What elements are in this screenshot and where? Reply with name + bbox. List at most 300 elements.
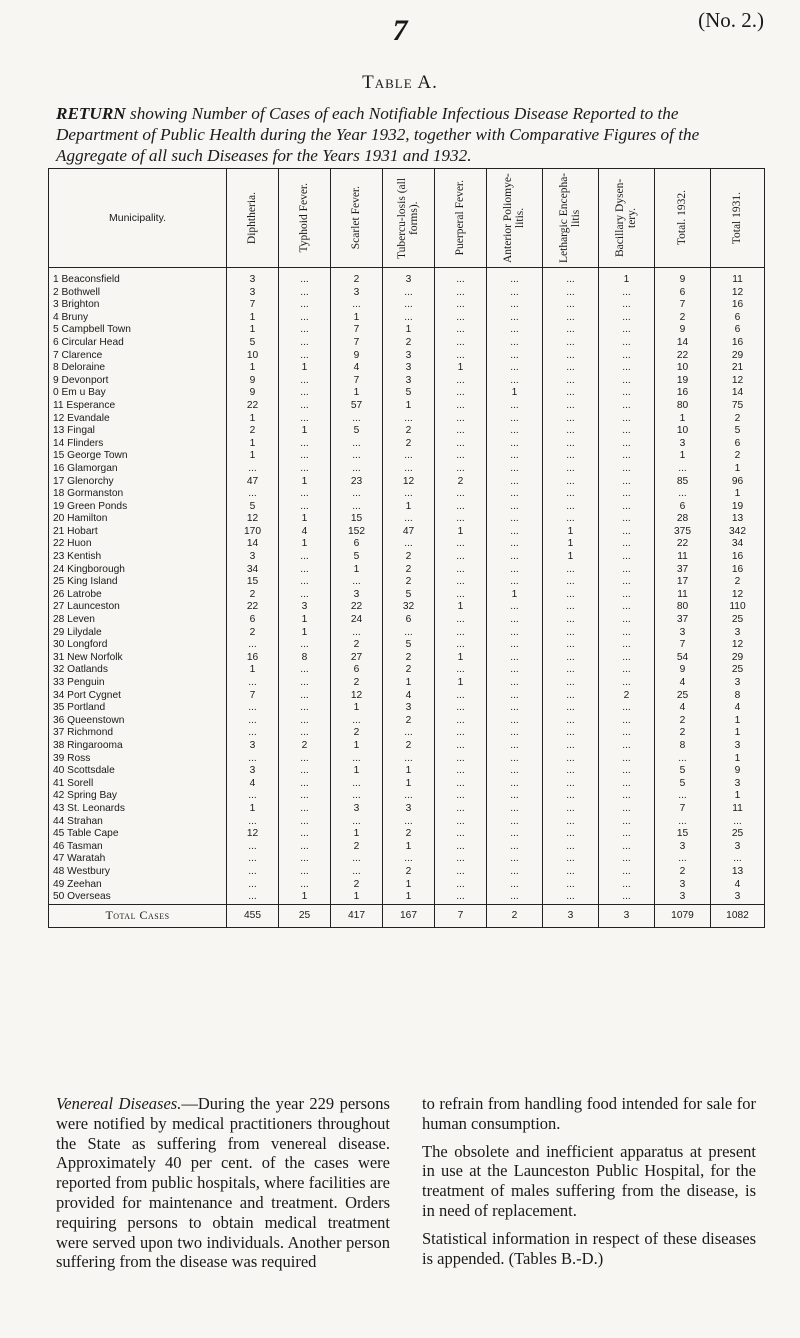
table-cell: 47: [227, 476, 279, 489]
table-cell: ...: [599, 715, 655, 728]
table-cell: ...: [487, 715, 543, 728]
table-cell: ...: [599, 652, 655, 665]
paragraph: Statistical information in respect of these diseases is appended. (Tables B.-D.): [422, 1228, 756, 1268]
table-row: [49, 853, 765, 866]
table-cell: ...: [435, 400, 487, 413]
table-cell: ...: [279, 727, 331, 740]
table-cell: ...: [543, 589, 599, 602]
table-cell: ...: [655, 753, 711, 766]
table-row: [49, 425, 765, 438]
table-cell: 22: [331, 601, 383, 614]
table-cell: 13: [711, 866, 765, 879]
table-cell: ...: [487, 488, 543, 501]
table-cell: ...: [543, 879, 599, 892]
table-cell: ...: [279, 312, 331, 325]
table-cell: ...: [487, 765, 543, 778]
table-row: [49, 564, 765, 577]
table-cell: ...: [487, 551, 543, 564]
table-cell: ...: [487, 501, 543, 514]
table-cell: ...: [331, 790, 383, 803]
table-cell: ...: [383, 627, 435, 640]
municipality-name: 2 Bothwell: [49, 287, 227, 300]
table-cell: ...: [599, 664, 655, 677]
table-cell: ...: [543, 601, 599, 614]
table-row: [49, 400, 765, 413]
table-cell: ...: [487, 375, 543, 388]
table-cell: 9: [227, 375, 279, 388]
table-cell: ...: [543, 337, 599, 350]
municipality-name: 14 Flinders: [49, 438, 227, 451]
paragraph: to refrain from handling food intended for sale for human consumption.: [422, 1094, 756, 1133]
table-cell: ...: [543, 664, 599, 677]
table-cell: 10: [227, 350, 279, 363]
table-cell: ...: [655, 853, 711, 866]
table-cell: ...: [599, 299, 655, 312]
table-cell: 2: [383, 715, 435, 728]
table-cell: 1: [227, 450, 279, 463]
table-cell: ...: [543, 287, 599, 300]
municipality-name: 1 Beaconsfield: [49, 268, 227, 287]
table-cell: 2: [331, 841, 383, 854]
table-cell: ...: [543, 690, 599, 703]
table-cell: ...: [543, 614, 599, 627]
table-cell: ...: [543, 438, 599, 451]
table-row: [49, 268, 765, 287]
table-cell: ...: [487, 740, 543, 753]
header-encephalitis: Lethargic Encepha-litis: [543, 169, 599, 268]
table-cell: ...: [435, 576, 487, 589]
municipality-name: 20 Hamilton: [49, 513, 227, 526]
caption-lead: RETURN: [56, 104, 126, 123]
table-cell: ...: [543, 778, 599, 791]
table-cell: ...: [435, 488, 487, 501]
table-cell: ...: [599, 350, 655, 363]
table-cell: ...: [487, 476, 543, 489]
table-cell: 7: [655, 803, 711, 816]
municipality-name: 18 Gormanston: [49, 488, 227, 501]
table-cell: 1: [331, 312, 383, 325]
total-cell: 2: [487, 904, 543, 927]
table-cell: 3: [383, 268, 435, 287]
table-cell: 7: [331, 337, 383, 350]
table-cell: ...: [599, 765, 655, 778]
table-cell: ...: [543, 400, 599, 413]
table-cell: 3: [227, 765, 279, 778]
table-row: [49, 287, 765, 300]
table-cell: ...: [599, 601, 655, 614]
table-cell: 16: [711, 551, 765, 564]
table-cell: 29: [711, 350, 765, 363]
table-cell: ...: [435, 299, 487, 312]
table-cell: ...: [487, 438, 543, 451]
table-cell: 2: [383, 740, 435, 753]
table-cell: 12: [227, 828, 279, 841]
table-cell: ...: [227, 463, 279, 476]
table-cell: ...: [599, 488, 655, 501]
municipality-name: 25 King Island: [49, 576, 227, 589]
table-cell: 1: [487, 387, 543, 400]
table-cell: ...: [599, 853, 655, 866]
table-cell: ...: [435, 803, 487, 816]
table-row: [49, 450, 765, 463]
table-cell: ...: [599, 362, 655, 375]
municipality-name: 31 New Norfolk: [49, 652, 227, 665]
municipality-name: 50 Overseas: [49, 891, 227, 904]
table-cell: 21: [711, 362, 765, 375]
table-row: [49, 476, 765, 489]
table-cell: ...: [487, 664, 543, 677]
header-puerperal: Puerperal Fever.: [435, 169, 487, 268]
table-cell: 7: [655, 639, 711, 652]
document-number: (No. 2.): [698, 8, 764, 32]
table-cell: ...: [599, 551, 655, 564]
table-cell: 1: [383, 841, 435, 854]
table-cell: ...: [599, 387, 655, 400]
table-cell: ...: [227, 790, 279, 803]
table-cell: ...: [331, 715, 383, 728]
table-cell: ...: [279, 765, 331, 778]
table-cell: ...: [279, 299, 331, 312]
table-cell: 47: [383, 526, 435, 539]
table-cell: ...: [599, 400, 655, 413]
total-row: [49, 904, 765, 927]
total-cell: 25: [279, 904, 331, 927]
table-cell: ...: [383, 299, 435, 312]
table-cell: ...: [487, 652, 543, 665]
table-cell: ...: [435, 268, 487, 287]
table-cell: ...: [331, 853, 383, 866]
table-cell: ...: [435, 589, 487, 602]
table-cell: ...: [543, 677, 599, 690]
table-cell: 3: [331, 589, 383, 602]
table-cell: 5: [331, 551, 383, 564]
table-cell: ...: [599, 450, 655, 463]
table-cell: ...: [227, 677, 279, 690]
table-cell: ...: [279, 778, 331, 791]
table-cell: 2: [383, 551, 435, 564]
table-cell: 3: [711, 677, 765, 690]
table-cell: ...: [543, 350, 599, 363]
table-cell: ...: [435, 538, 487, 551]
table-cell: 3: [227, 287, 279, 300]
table-cell: 1: [435, 362, 487, 375]
table-row: [49, 740, 765, 753]
table-row: [49, 765, 765, 778]
table-cell: 110: [711, 601, 765, 614]
table-cell: 13: [711, 513, 765, 526]
table-cell: ...: [435, 375, 487, 388]
table-cell: 24: [331, 614, 383, 627]
table-cell: ...: [279, 413, 331, 426]
table-cell: 2: [227, 425, 279, 438]
table-cell: 12: [331, 690, 383, 703]
table-cell: ...: [331, 413, 383, 426]
table-cell: 2: [383, 438, 435, 451]
table-cell: 1: [331, 828, 383, 841]
table-cell: 5: [383, 387, 435, 400]
table-cell: 22: [227, 601, 279, 614]
table-cell: ...: [487, 639, 543, 652]
table-cell: ...: [599, 312, 655, 325]
table-cell: 15: [227, 576, 279, 589]
table-cell: ...: [383, 753, 435, 766]
table-cell: ...: [487, 425, 543, 438]
table-cell: 1: [711, 715, 765, 728]
table-cell: ...: [487, 816, 543, 829]
table-cell: 1: [711, 463, 765, 476]
table-cell: ...: [279, 690, 331, 703]
table-cell: 10: [655, 425, 711, 438]
table-cell: ...: [487, 324, 543, 337]
table-cell: ...: [227, 488, 279, 501]
table-cell: ...: [543, 639, 599, 652]
table-cell: 4: [383, 690, 435, 703]
table-cell: ...: [599, 866, 655, 879]
table-row: [49, 337, 765, 350]
municipality-name: 27 Launceston: [49, 601, 227, 614]
table-cell: ...: [543, 816, 599, 829]
table-cell: ...: [331, 450, 383, 463]
table-cell: ...: [599, 702, 655, 715]
table-cell: 2: [711, 413, 765, 426]
table-cell: ...: [599, 337, 655, 350]
table-cell: ...: [227, 753, 279, 766]
table-cell: 5: [711, 425, 765, 438]
table-cell: ...: [279, 400, 331, 413]
table-row: [49, 324, 765, 337]
table-cell: 37: [655, 564, 711, 577]
table-cell: ...: [331, 488, 383, 501]
table-cell: 1: [543, 538, 599, 551]
municipality-name: 29 Lilydale: [49, 627, 227, 640]
table-cell: ...: [331, 866, 383, 879]
table-cell: 75: [711, 400, 765, 413]
table-cell: ...: [599, 287, 655, 300]
table-cell: ...: [599, 677, 655, 690]
table-cell: ...: [383, 450, 435, 463]
table-cell: ...: [487, 538, 543, 551]
table-cell: ...: [487, 526, 543, 539]
municipality-name: 48 Westbury: [49, 866, 227, 879]
table-cell: ...: [383, 488, 435, 501]
table-cell: ...: [543, 387, 599, 400]
table-cell: 22: [655, 538, 711, 551]
table-cell: ...: [279, 790, 331, 803]
table-cell: 7: [655, 299, 711, 312]
table-cell: ...: [543, 753, 599, 766]
table-cell: 12: [711, 639, 765, 652]
municipality-name: 33 Penguin: [49, 677, 227, 690]
table-row: [49, 652, 765, 665]
table-cell: 34: [227, 564, 279, 577]
table-cell: ...: [279, 350, 331, 363]
table-cell: ...: [543, 790, 599, 803]
table-cell: 1: [279, 362, 331, 375]
table-cell: 2: [227, 589, 279, 602]
table-cell: 2: [279, 740, 331, 753]
municipality-name: 41 Sorell: [49, 778, 227, 791]
table-cell: 16: [711, 564, 765, 577]
table-cell: ...: [279, 488, 331, 501]
table-row: [49, 841, 765, 854]
table-cell: 37: [655, 614, 711, 627]
table-cell: 34: [711, 538, 765, 551]
table-row: [49, 727, 765, 740]
table-header-row: [49, 169, 765, 268]
table-cell: ...: [599, 589, 655, 602]
table-cell: ...: [279, 589, 331, 602]
table-cell: ...: [435, 551, 487, 564]
table-cell: ...: [599, 778, 655, 791]
table-cell: ...: [543, 413, 599, 426]
table-cell: 3: [331, 287, 383, 300]
municipality-name: 35 Portland: [49, 702, 227, 715]
table-row: [49, 614, 765, 627]
table-row: [49, 891, 765, 904]
table-cell: ...: [543, 299, 599, 312]
left-column: [56, 1094, 390, 1280]
table-cell: 2: [383, 866, 435, 879]
table-cell: 3: [711, 778, 765, 791]
table-cell: ...: [599, 627, 655, 640]
table-cell: 1: [227, 413, 279, 426]
table-row: [49, 664, 765, 677]
table-cell: 12: [227, 513, 279, 526]
page-number: 7: [392, 14, 408, 47]
municipality-name: 32 Oatlands: [49, 664, 227, 677]
table-cell: 80: [655, 400, 711, 413]
table-cell: 4: [711, 702, 765, 715]
total-cell: 1082: [711, 904, 765, 927]
table-cell: ...: [435, 740, 487, 753]
table-row: [49, 702, 765, 715]
table-cell: 1: [487, 589, 543, 602]
table-cell: ...: [711, 816, 765, 829]
table-cell: ...: [487, 614, 543, 627]
table-cell: ...: [279, 753, 331, 766]
municipality-name: 21 Hobart: [49, 526, 227, 539]
table-cell: 3: [383, 362, 435, 375]
table-cell: ...: [543, 476, 599, 489]
table-cell: ...: [435, 463, 487, 476]
table-cell: ...: [331, 816, 383, 829]
table-row: [49, 639, 765, 652]
municipality-name: 36 Queenstown: [49, 715, 227, 728]
table-cell: 3: [655, 627, 711, 640]
table-cell: 2: [383, 337, 435, 350]
table-cell: ...: [227, 715, 279, 728]
table-cell: ...: [599, 727, 655, 740]
table-cell: 15: [331, 513, 383, 526]
table-cell: ...: [279, 702, 331, 715]
table-cell: 11: [655, 589, 711, 602]
table-cell: ...: [487, 677, 543, 690]
table-cell: 2: [331, 677, 383, 690]
table-row: [49, 879, 765, 892]
municipality-name: 17 Glenorchy: [49, 476, 227, 489]
table-cell: 7: [331, 375, 383, 388]
table-cell: 4: [227, 778, 279, 791]
table-cell: ...: [487, 362, 543, 375]
table-cell: 6: [227, 614, 279, 627]
table-cell: 3: [227, 740, 279, 753]
municipality-name: 38 Ringarooma: [49, 740, 227, 753]
table-cell: ...: [331, 438, 383, 451]
table-cell: ...: [543, 853, 599, 866]
table-cell: 1: [279, 538, 331, 551]
table-row: [49, 753, 765, 766]
table-cell: ...: [599, 413, 655, 426]
table-cell: ...: [227, 891, 279, 904]
table-cell: 11: [711, 268, 765, 287]
table-cell: ...: [487, 866, 543, 879]
table-cell: 2: [599, 690, 655, 703]
table-cell: ...: [599, 803, 655, 816]
table-cell: ...: [383, 413, 435, 426]
table-cell: 7: [227, 299, 279, 312]
table-cell: 27: [331, 652, 383, 665]
table-cell: ...: [599, 614, 655, 627]
table-cell: ...: [279, 639, 331, 652]
municipality-name: 11 Esperance: [49, 400, 227, 413]
table-cell: 6: [711, 324, 765, 337]
table-cell: 3: [711, 740, 765, 753]
table-cell: 1: [435, 526, 487, 539]
table-cell: 1: [383, 677, 435, 690]
table-cell: ...: [279, 337, 331, 350]
municipality-name: 46 Tasman: [49, 841, 227, 854]
table-cell: ...: [279, 677, 331, 690]
total-cell: 7: [435, 904, 487, 927]
table-cell: 3: [655, 891, 711, 904]
table-cell: ...: [331, 576, 383, 589]
table-cell: ...: [487, 268, 543, 287]
table-cell: 3: [383, 702, 435, 715]
table-cell: ...: [599, 375, 655, 388]
table-cell: 6: [655, 501, 711, 514]
table-cell: 1: [279, 627, 331, 640]
municipality-name: 7 Clarence: [49, 350, 227, 363]
table-cell: 1: [435, 601, 487, 614]
table-cell: ...: [487, 601, 543, 614]
municipality-name: 0 Em u Bay: [49, 387, 227, 400]
header-scarlet: Scarlet Fever.: [331, 169, 383, 268]
table-cell: ...: [279, 324, 331, 337]
table-cell: ...: [435, 324, 487, 337]
table-cell: ...: [655, 790, 711, 803]
table-cell: ...: [279, 715, 331, 728]
municipality-name: 37 Richmond: [49, 727, 227, 740]
table-row: [49, 501, 765, 514]
table-cell: 85: [655, 476, 711, 489]
total-cell: 167: [383, 904, 435, 927]
table-cell: ...: [487, 312, 543, 325]
table-cell: ...: [227, 727, 279, 740]
table-cell: 19: [711, 501, 765, 514]
table-cell: ...: [227, 702, 279, 715]
table-cell: 6: [331, 538, 383, 551]
table-cell: ...: [435, 425, 487, 438]
municipality-name: 4 Bruny: [49, 312, 227, 325]
table-cell: ...: [487, 841, 543, 854]
table-cell: ...: [331, 463, 383, 476]
table-cell: 3: [711, 627, 765, 640]
table-cell: 3: [227, 551, 279, 564]
table-cell: ...: [543, 576, 599, 589]
table-cell: ...: [279, 387, 331, 400]
table-cell: 1: [383, 400, 435, 413]
table-cell: ...: [435, 816, 487, 829]
